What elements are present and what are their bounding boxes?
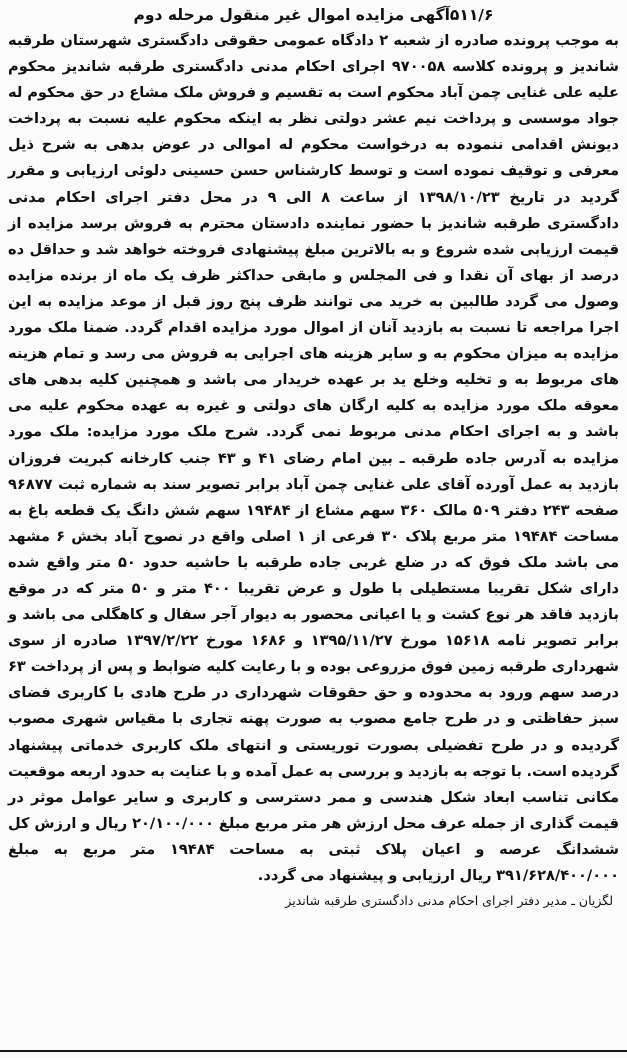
bottom-divider <box>0 1050 627 1052</box>
notice-title: ۵۱۱/۶آگهی مزایده اموال غیر منقول مرحله دوم <box>133 6 494 24</box>
notice-body: به موجب پرونده صادره از شعبه ۲ دادگاه عمومی حقوقی دادگستری شهرستان طرقبه شاندیز و پرونده کلاسه ۹۷۰۰۵۸ اجرای احکام مدنی دادگستری طرقبه شاندیز محکوم علیه علی غنایی چمن آباد محکوم است به تقسیم و فروش ملک مشاع در حق محکوم له جواد موسسی و پرداخت نیم عشر دولتی نظر به اینکه محکوم علیه نسبت به پرداخت دیونش اقدامی ننموده به درخواست محکوم له اموالی در عوض بدهی به شرح ذیل معرفی و توقیف نموده است و توسط کارشناس حسن حسینی دلوئی ارزیابی و مقرر گردید در تاریخ ۱۳۹۸/۱۰/۲۳ از ساعت ۸ الی ۹ در محل دفتر اجرای احکام مدنی دادگستری طرقبه شاندیز با حضور نماینده دادستان محترم به فروش برسد مزایده از قیمت ارزیابی شده شروع و به بالاترین مبلغ پیشنهادی فروخته خواهد شد و حداقل ده درصد از بهای آن نقدا و فی المجلس و مابقی حداکثر ظرف یک ماه از برنده مزایده وصول می گردد طالبین به خرید می توانند ظرف پنج روز قبل از موعد مزایده به این اجرا مراجعه تا نسبت به بازدید آنان از اموال مورد مزایده اقدام گردد. ضمنا ملک مورد مزایده به میزان محکوم به و سایر هزینه های اجرایی به فروش می رسد و تمام هزینه های مربوط به و تخلیه وخلع ید بر عهده خریدار می باشد و همچنین کلیه بدهی های معوقه ملک مورد مزایده به کلیه ارگان های دولتی و غیره به عهده محکوم علیه می باشد و به اجرای احکام مدنی مربوط نمی گردد. شرح ملک مورد مزایده: ملک مورد مزایده به آدرس جاده طرقبه ـ بین امام رضای ۴۱ و ۴۳ جنب کارخانه کبریت فروزان بازدید به عمل آورده آقای علی غنایی چمن آباد برابر تصویر سند به شماره ثبت ۹۶۸۷۷ صفحه ۲۴۳ دفتر ۵۰۹ مالک ۳۶۰ سهم مشاع از ۱۹۴۸۴ سهم شش دانگ یک قطعه باغ به مساحت ۱۹۴۸۴ متر مربع پلاک ۳۰ فرعی از ۱ اصلی واقع در نصوح آباد بخش ۶ مشهد می باشد ملک فوق که در ضلع غربی جاده طرقبه با حاشیه حدود ۵۰ متر واقع شده دارای شکل تقریبا مستطیلی با طول و عرض تقریبا ۴۰۰ متر و ۵۰ متر که در موقع بازدید فاقد هر نوع کشت و یا اعیانی محصور به دیوار آجر سفال و کاهگلی می باشد و برابر تصویر نامه ۱۵۶۱۸ مورخ ۱۳۹۵/۱۱/۲۷ و ۱۶۸۶ مورخ ۱۳۹۷/۲/۲۲ صادره از سوی شهرداری طرقبه زمین فوق مزروعی بوده و با رعایت کلیه ضوابط و پس از پرداخت ۶۳ درصد سهم ورود به محدوده و حق حقوقات شهرداری در طرح هادی با کاربری فضای سبز حفاظتی و در طرح جامع مصوب به صورت پهنه تجاری با مقیاس شهری مصوب گردیده و در طرح تفضیلی بصورت توریستی و انتهای ملک کاربری خدماتی پیشنهاد گردیده است. با توجه به بازدید و بررسی به عمل آمده و با عنایت به حدود اربعه موقعیت مکانی تناسب ابعاد شکل هندسی و ممر دسترسی و کاربری و سایر عوامل موثر در قیمت گذاری از جمله عرف محل ارزش هر متر مربع مبلغ ۲۰/۱۰۰/۰۰۰ ریال و ارزش کل ششدانگ عرصه و اعیان پلاک ثبتی به مساحت ۱۹۴۸۴ متر مربع به مبلغ ۳۹۱/۶۲۸/۴۰۰/۰۰۰ ریال ارزیابی و پیشنهاد می گردد. <box>8 32 620 884</box>
notice-signature: لگزیان ـ مدیر دفتر اجرای احکام مدنی دادگستری طرقبه شاندیز <box>285 893 613 909</box>
